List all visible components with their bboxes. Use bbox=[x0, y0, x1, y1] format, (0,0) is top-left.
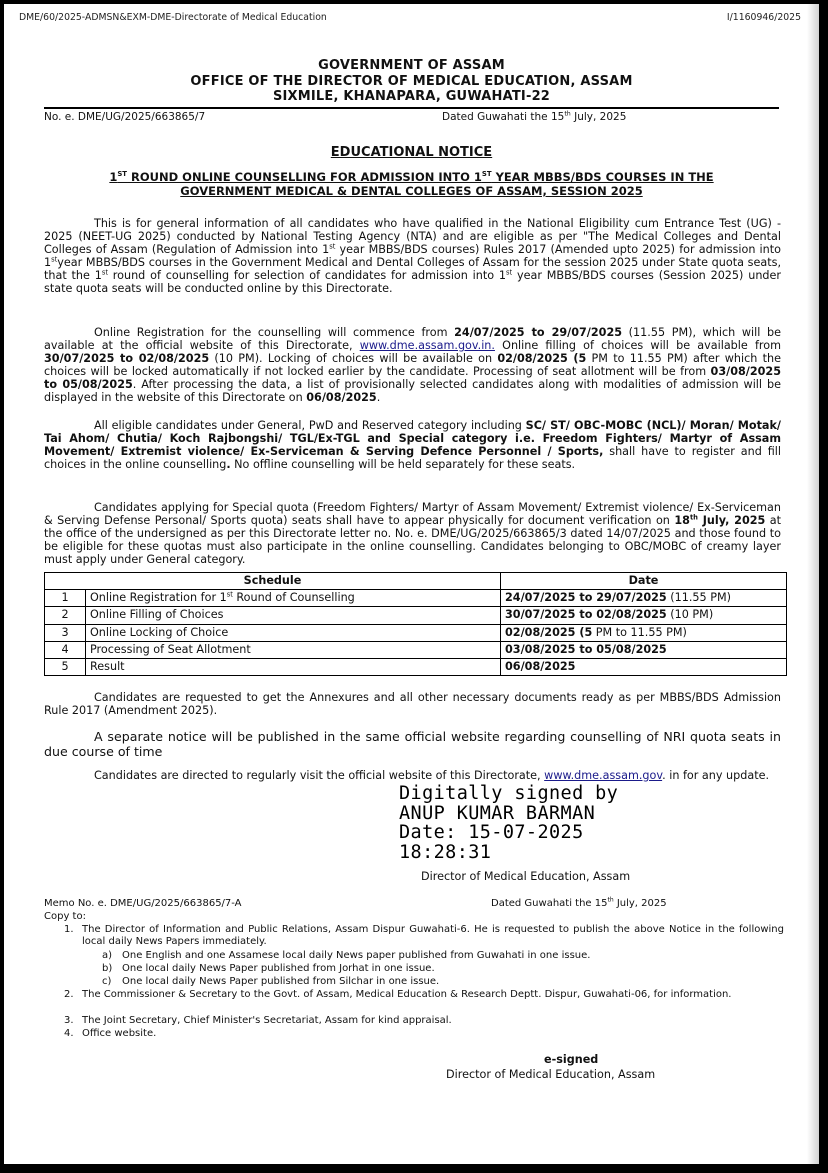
copy-to-label: Copy to: bbox=[44, 911, 86, 922]
office-heading bbox=[4, 58, 819, 105]
row-date: 03/08/2025 to 05/08/2025 bbox=[501, 641, 787, 658]
row-number: 3 bbox=[45, 624, 86, 641]
allotment-dates: 03/08/2025 to 05/08/2025 bbox=[44, 364, 781, 391]
row-event bbox=[86, 590, 501, 607]
memo-number: Memo No. e. DME/UG/2025/663865/7-A bbox=[44, 898, 242, 909]
p2-text: (10 PM). Locking of choices will be available on bbox=[209, 351, 498, 365]
file-header bbox=[19, 12, 801, 23]
date-bold: 24/07/2025 to 29/07/2025 bbox=[505, 591, 667, 605]
document-page bbox=[4, 4, 819, 1164]
row-date bbox=[501, 590, 787, 607]
p1-text: year MBBS/BDS courses in the Government Medical and Dental Colleges of Assam for the session 2025 under State quota seats, that the 1 bbox=[44, 255, 781, 282]
p1-sup: st bbox=[101, 267, 108, 276]
p3-text: No offline counselling will be held separately for these seats. bbox=[230, 457, 576, 471]
p2-text: . bbox=[376, 390, 381, 404]
website-link-2[interactable]: www.dme.assam.gov bbox=[544, 769, 663, 782]
schedule-table bbox=[44, 572, 787, 676]
paragraph-7 bbox=[44, 770, 781, 783]
registration-dates: 24/07/2025 to 29/07/2025 bbox=[454, 326, 623, 339]
p4-text: Candidates applying for Special quota (Freedom Fighters/ Martyr of Assam Movement/ Extremist violence/ Ex-Serviceman & Serving Defense Personal/ Sports quota) seats shall have to appear physically for document verification on bbox=[44, 501, 781, 527]
p4-sup: th bbox=[689, 513, 698, 522]
reference-date bbox=[442, 111, 626, 123]
sig-line-4: 18:28:31 bbox=[399, 841, 492, 863]
sig-line-1: Digitally signed by bbox=[399, 783, 619, 804]
notice-title: EDUCATIONAL NOTICE bbox=[330, 145, 493, 160]
verification-day: 18 bbox=[674, 513, 690, 527]
subtitle-line-2: GOVERNMENT MEDICAL & DENTAL COLLEGES OF ASSAM, SESSION 2025 bbox=[180, 184, 643, 198]
row-date bbox=[501, 607, 787, 624]
copy-item-number: 1. bbox=[64, 924, 74, 935]
date-note: (10 PM) bbox=[666, 608, 714, 622]
table-row bbox=[45, 590, 787, 607]
p3-bold: . bbox=[226, 457, 231, 471]
office-line-3: SIXMILE, KHANAPARA, GUWAHATI-22 bbox=[272, 89, 551, 104]
p1-text: year MBBS/BDS courses (Session 2025) under state quota seats will be conducted online by this Directorate. bbox=[44, 268, 781, 295]
row-date: 06/08/2025 bbox=[501, 658, 787, 675]
memo-date-text-2: July, 2025 bbox=[613, 898, 667, 909]
row-date bbox=[501, 624, 787, 641]
table-header-row bbox=[45, 573, 787, 590]
paragraph-1 bbox=[44, 218, 781, 295]
date-sup: th bbox=[564, 110, 571, 118]
paragraph-4 bbox=[44, 502, 781, 567]
table-row bbox=[45, 607, 787, 624]
p1-text: This is for general information of all candidates who have qualified in the National Eligibility cum Entrance Test (UG) - 2025 (NEET-UG 2025) conducted by National Testing Agency (NTA) and are eligible as per "The Medical Colleges and Dental Colleges of Assam (Regulation of Admission into 1 bbox=[44, 217, 781, 256]
memo-date-text: Dated Guwahati the 15 bbox=[491, 898, 608, 909]
p1-sup: st bbox=[329, 242, 336, 251]
event-text: Online Registration for 1 bbox=[90, 591, 227, 605]
p7-text: Candidates are directed to regularly visit the official website of this Directorate, bbox=[94, 769, 545, 782]
p2-text: Online filling of choices will be available from bbox=[494, 338, 781, 352]
table-row bbox=[45, 658, 787, 675]
office-line-2: OFFICE OF THE DIRECTOR OF MEDICAL EDUCATION, ASSAM bbox=[190, 73, 633, 89]
date-note: PM to 11.55 PM) bbox=[592, 625, 687, 639]
copy-item-number: 3. bbox=[64, 1015, 74, 1026]
event-text-2: Round of Counselling bbox=[232, 591, 355, 605]
signatory-designation: Director of Medical Education, Assam bbox=[421, 870, 631, 883]
subtitle-text: YEAR MBBS/BDS COURSES IN THE bbox=[491, 170, 714, 184]
copy-item-number: 2. bbox=[64, 989, 74, 1000]
paragraph-2 bbox=[44, 327, 781, 404]
header-date: Date bbox=[501, 573, 787, 590]
sub-item-label: c) bbox=[102, 976, 112, 987]
sub-item-a: One English and one Assamese local daily News paper published from Guwahati in one issue. bbox=[122, 950, 591, 961]
reference-line bbox=[44, 111, 779, 123]
date-bold: 30/07/2025 to 02/08/2025 bbox=[505, 608, 667, 622]
row-event: Result bbox=[86, 658, 501, 675]
copy-item-4: Office website. bbox=[82, 1028, 157, 1039]
p2-text: Online Registration for the counselling will commence from bbox=[94, 326, 455, 339]
sub-item-b: One local daily News Paper published from Jorhat in one issue. bbox=[122, 963, 435, 974]
verification-month: July, 2025 bbox=[697, 513, 766, 527]
category-list: SC/ ST/ OBC-MOBC (NCL)/ Moran/ Motak/ Tai Ahom/ Chutia/ Koch Rajbongshi/ TGL/Ex-TGL and Special category i.e. Freedom Fighters/ Martyr of Assam Movement/ Extremist violence/ Ex-Serviceman & Serving Defence Personnel / Sports, bbox=[44, 419, 781, 458]
p7-text: . in for any update. bbox=[662, 769, 770, 782]
office-line-1: GOVERNMENT OF ASSAM bbox=[318, 58, 505, 73]
p2-text: (11.55 PM), which will be available at the official website of this Directorate, bbox=[44, 326, 781, 352]
subtitle-text: ROUND ONLINE COUNSELLING FOR ADMISSION INTO 1 bbox=[127, 170, 482, 184]
date-text-2: July, 2025 bbox=[570, 111, 627, 123]
locking-date: 02/08/2025 (5 bbox=[497, 351, 587, 365]
file-id: I/1160946/2025 bbox=[726, 12, 801, 23]
paragraph-3 bbox=[44, 420, 781, 472]
p1-sup: st bbox=[506, 267, 513, 276]
esigned-designation: Director of Medical Education, Assam bbox=[446, 1068, 656, 1081]
copy-item-2: The Commissioner & Secretary to the Govt. of Assam, Medical Education & Research Deptt. Dispur, Guwahati-06, for information. bbox=[82, 989, 732, 1000]
row-number: 4 bbox=[45, 641, 86, 658]
sub-item-c: One local daily News Paper published from Silchar in one issue. bbox=[122, 976, 440, 987]
date-bold: 02/08/2025 (5 bbox=[505, 625, 593, 639]
event-sup: st bbox=[226, 590, 233, 599]
notice-subtitle bbox=[44, 170, 779, 198]
subtitle-text: 1 bbox=[109, 170, 118, 184]
p2-text: PM to 11.55 PM) after which the choices will be locked automatically if not locked earlier by the candidate. Processing of seat allotment will be from bbox=[44, 351, 781, 378]
memo-date bbox=[491, 898, 667, 910]
p1-text: year MBBS/BDS courses) Rules 2017 (Amended upto 2025) for admission into 1 bbox=[44, 242, 781, 269]
date-note: (11.55 PM) bbox=[666, 591, 731, 605]
date-text: Dated Guwahati the 15 bbox=[442, 111, 565, 123]
subtitle-sup: ST bbox=[117, 170, 128, 179]
p3-text: shall have to register and fill choices in the online counselling bbox=[44, 444, 782, 471]
p2-text: . After processing the data, a list of provisionally selected candidates along with modalities of admission will be displayed in the website of this Directorate on bbox=[44, 377, 781, 404]
sig-line-3: Date: 15-07-2025 bbox=[399, 822, 584, 843]
copy-item-3: The Joint Secretary, Chief Minister's Secretariat, Assam for kind appraisal. bbox=[82, 1015, 452, 1026]
header-schedule: Schedule bbox=[45, 573, 501, 590]
choice-filling-dates: 30/07/2025 to 02/08/2025 bbox=[44, 351, 210, 365]
file-reference: DME/60/2025-ADMSN&EXM-DME-Directorate of Medical Education bbox=[19, 12, 327, 23]
row-event: Processing of Seat Allotment bbox=[86, 641, 501, 658]
p4-text: at the office of the undersigned as per this Directorate letter no. No. e. DME/UG/2025/663865/3 dated 14/07/2025 and those found to be eligible for these quotas must also participate in the online counselling. Candidates belonging to OBC/MOBC of creamy layer must apply under General category. bbox=[44, 513, 781, 566]
digital-signature bbox=[399, 784, 618, 862]
copy-item-number: 4. bbox=[64, 1028, 74, 1039]
row-number: 2 bbox=[45, 607, 86, 624]
sub-item-label: b) bbox=[102, 963, 113, 974]
reference-number: No. e. DME/UG/2025/663865/7 bbox=[44, 111, 206, 123]
memo-date-sup: th bbox=[607, 896, 614, 904]
sig-line-2: ANUP KUMAR BARMAN bbox=[399, 802, 596, 824]
website-link[interactable]: www.dme.assam.gov.in. bbox=[359, 338, 495, 352]
table-row bbox=[45, 641, 787, 658]
table-row bbox=[45, 624, 787, 641]
heading-rule bbox=[44, 107, 779, 109]
esigned-label: e-signed bbox=[544, 1053, 599, 1066]
p3-text: All eligible candidates under General, PwD and Reserved category including bbox=[94, 419, 526, 432]
paragraph-5: Candidates are requested to get the Annexures and all other necessary documents ready as per MBBS/BDS Admission Rule 2017 (Amendment 2025). bbox=[44, 691, 781, 717]
row-event: Online Filling of Choices bbox=[86, 607, 501, 624]
row-number: 5 bbox=[45, 658, 86, 675]
sub-item-label: a) bbox=[102, 950, 113, 961]
copy-item-1: The Director of Information and Public Relations, Assam Dispur Guwahati-6. He is requested to publish the above Notice in the following local daily News Papers immediately. bbox=[82, 924, 784, 948]
p1-text: round of counselling for selection of candidates for admission into 1 bbox=[107, 268, 507, 282]
row-event: Online Locking of Choice bbox=[86, 624, 501, 641]
row-number: 1 bbox=[45, 590, 86, 607]
subtitle-sup: ST bbox=[481, 170, 492, 179]
paragraph-6: A separate notice will be published in the same official website regarding counselling of NRI quota seats in due course of time bbox=[44, 729, 781, 759]
page-edge-shadow bbox=[807, 4, 819, 1164]
result-date: 06/08/2025 bbox=[306, 390, 377, 404]
p1-sup: st bbox=[51, 254, 58, 263]
